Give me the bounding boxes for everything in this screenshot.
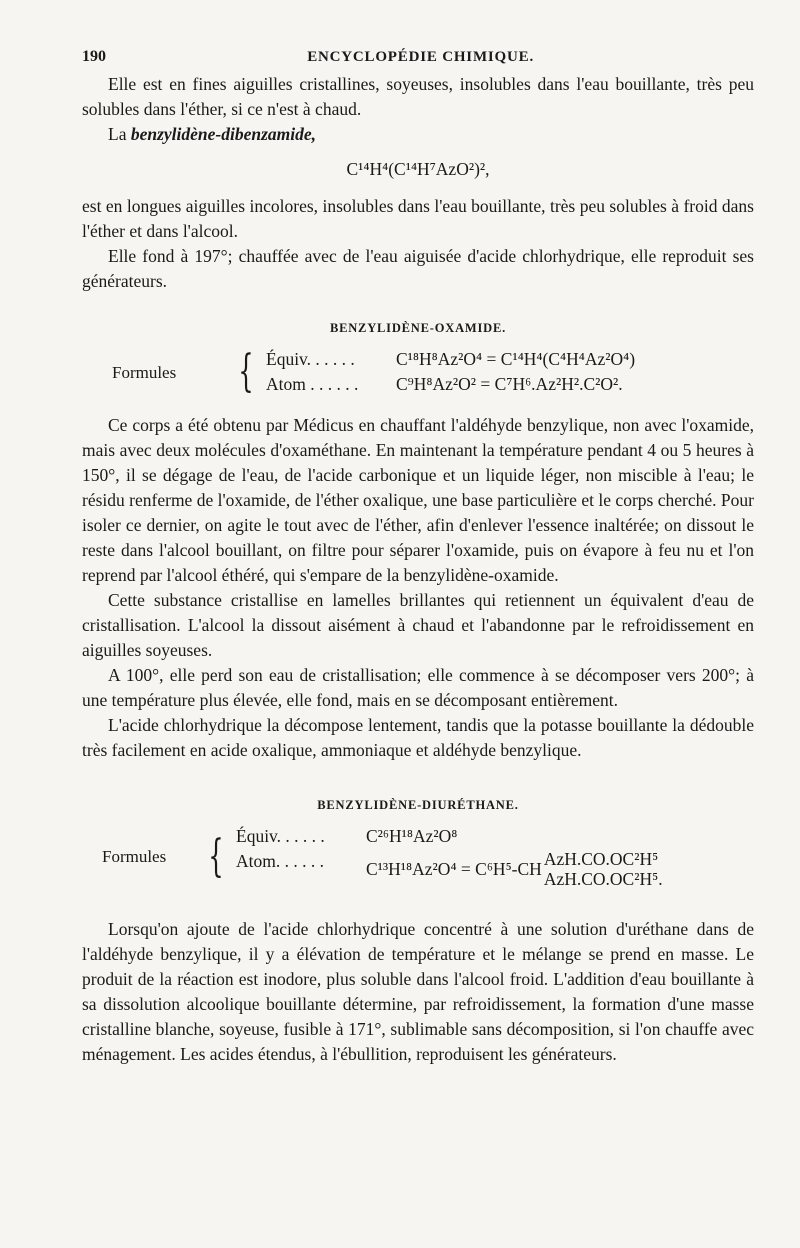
paragraph-2 (82, 122, 754, 147)
formula-block-diurethane (102, 824, 754, 889)
formula-dibenzamide: C¹⁴H⁴(C¹⁴H⁷AzO²)², (346, 159, 490, 179)
formula-rows (236, 824, 663, 889)
atom-formula-main: C¹³H¹⁸Az²O⁴ = C⁶H⁵-CH (366, 858, 542, 879)
compound-name-dibenzamide: benzylidène-dibenzamide, (130, 124, 317, 144)
formula-label: Formules (112, 362, 177, 382)
paragraph-4: Elle fond à 197°; chauffée avec de l'eau aiguisée d'acide chlorhydrique, elle reproduit ses générateurs. (82, 246, 754, 291)
equiv-formula: C¹⁸H⁸Az²O⁴ = C¹⁴H⁴(C⁴H⁴Az²O⁴) (396, 349, 636, 369)
branch-bottom: AzH.CO.OC²H⁵. (543, 869, 663, 889)
formula-rows (266, 347, 635, 397)
paragraph-7: A 100°, elle perd son eau de cristallisation; elle commence à se décomposer vers 200°; à une température plus élevée, elle fond, mais en se décomposant entièrement. (82, 665, 754, 710)
page-number: 190 (82, 48, 106, 65)
paragraph-3: est en longues aiguilles incolores, insolubles dans l'eau bouillante, très peu solubles à froid dans l'éther et dans l'alcool. (82, 196, 754, 241)
atom-label: Atom . . . . . . (266, 374, 359, 394)
formula-block-oxamide (112, 347, 754, 397)
paragraph-1: Elle est en fines aiguilles cristallines, soyeuses, insolubles dans l'eau bouillante, très peu solubles dans l'éther, si ce n'est à chaud. (82, 74, 754, 119)
section-title-oxamide: BENZYLIDÈNE-OXAMIDE. (329, 321, 507, 335)
paragraph-2-prefix: La (108, 124, 131, 144)
branch-top: AzH.CO.OC²H⁵ (543, 849, 659, 869)
formula-row-equiv (236, 824, 663, 849)
formula-label: Formules (102, 847, 167, 866)
paragraph-8: L'acide chlorhydrique la décompose lentement, tandis que la potasse bouillante la dédouble très facilement en acide oxalique, ammoniaque et aldéhyde benzylique. (82, 715, 754, 760)
atom-formula (366, 849, 663, 889)
spacer (82, 905, 754, 917)
section-title-diurethane: BENZYLIDÈNE-DIURÉTHANE. (317, 798, 519, 812)
equiv-formula: C²⁶H¹⁸Az²O⁸ (366, 826, 458, 846)
running-title: ENCYCLOPÉDIE CHIMIQUE. (307, 49, 534, 65)
brace-icon: { (208, 830, 224, 882)
formula-row-equiv (266, 347, 635, 372)
equiv-label: Équiv. . . . . . (266, 349, 355, 369)
page-header (82, 44, 754, 72)
equiv-label: Équiv. . . . . . (236, 826, 325, 846)
formula-row-atom (236, 849, 663, 889)
atom-formula: C⁹H⁸Az²O² = C⁷H⁶.Az²H².C²O². (396, 374, 623, 394)
brace-icon: { (238, 346, 254, 397)
branch-group (544, 849, 663, 889)
paragraph-9: Lorsqu'on ajoute de l'acide chlorhydrique concentré à une solution d'uréthane dans de l'aldéhyde benzylique, il y a élévation de température et le mélange se prend en masse. Le produit de la réaction est inodore, plus soluble dans l'alcool froid. L'addition d'eau bouillante à sa dissolution alcoolique bouillante détermine, par refroidissement, la formation d'une masse cristalline blanche, soyeuse, fusible à 171°, sublimable sans décomposition, si l'on chauffe avec ménagement. Les acides étendus, à l'ébullition, reproduisent les générateurs. (82, 919, 754, 1064)
paragraph-5: Ce corps a été obtenu par Médicus en chauffant l'aldéhyde benzylique, non avec l'oxamide, mais avec deux molécules d'oxaméthane. En maintenant la température pendant 4 ou 5 heures à 150°, il se dégage de l'eau, de l'acide carbonique et un liquide léger, non miscible à l'eau; le résidu renferme de l'oxamide, de l'éther oxalique, une base particulière et le corps cherché. Pour isoler ce dernier, on agite le tout avec de l'éther, afin d'enlever l'essence inaltérée; on dissout le reste dans l'alcool bouillant, on filtre pour séparer l'oxamide, puis on évapore à feu nu et l'on reprend par l'alcool éthéré, qui s'empare de la benzylidène-oxamide. (82, 415, 754, 585)
atom-label: Atom. . . . . . (236, 851, 324, 871)
paragraph-6: Cette substance cristallise en lamelles brillantes qui retiennent un équivalent d'eau de cristallisation. L'alcool la dissout aisément à chaud et l'abandonne par le refroidissement en aiguilles soyeuses. (82, 590, 754, 660)
formula-row-atom (266, 372, 635, 397)
